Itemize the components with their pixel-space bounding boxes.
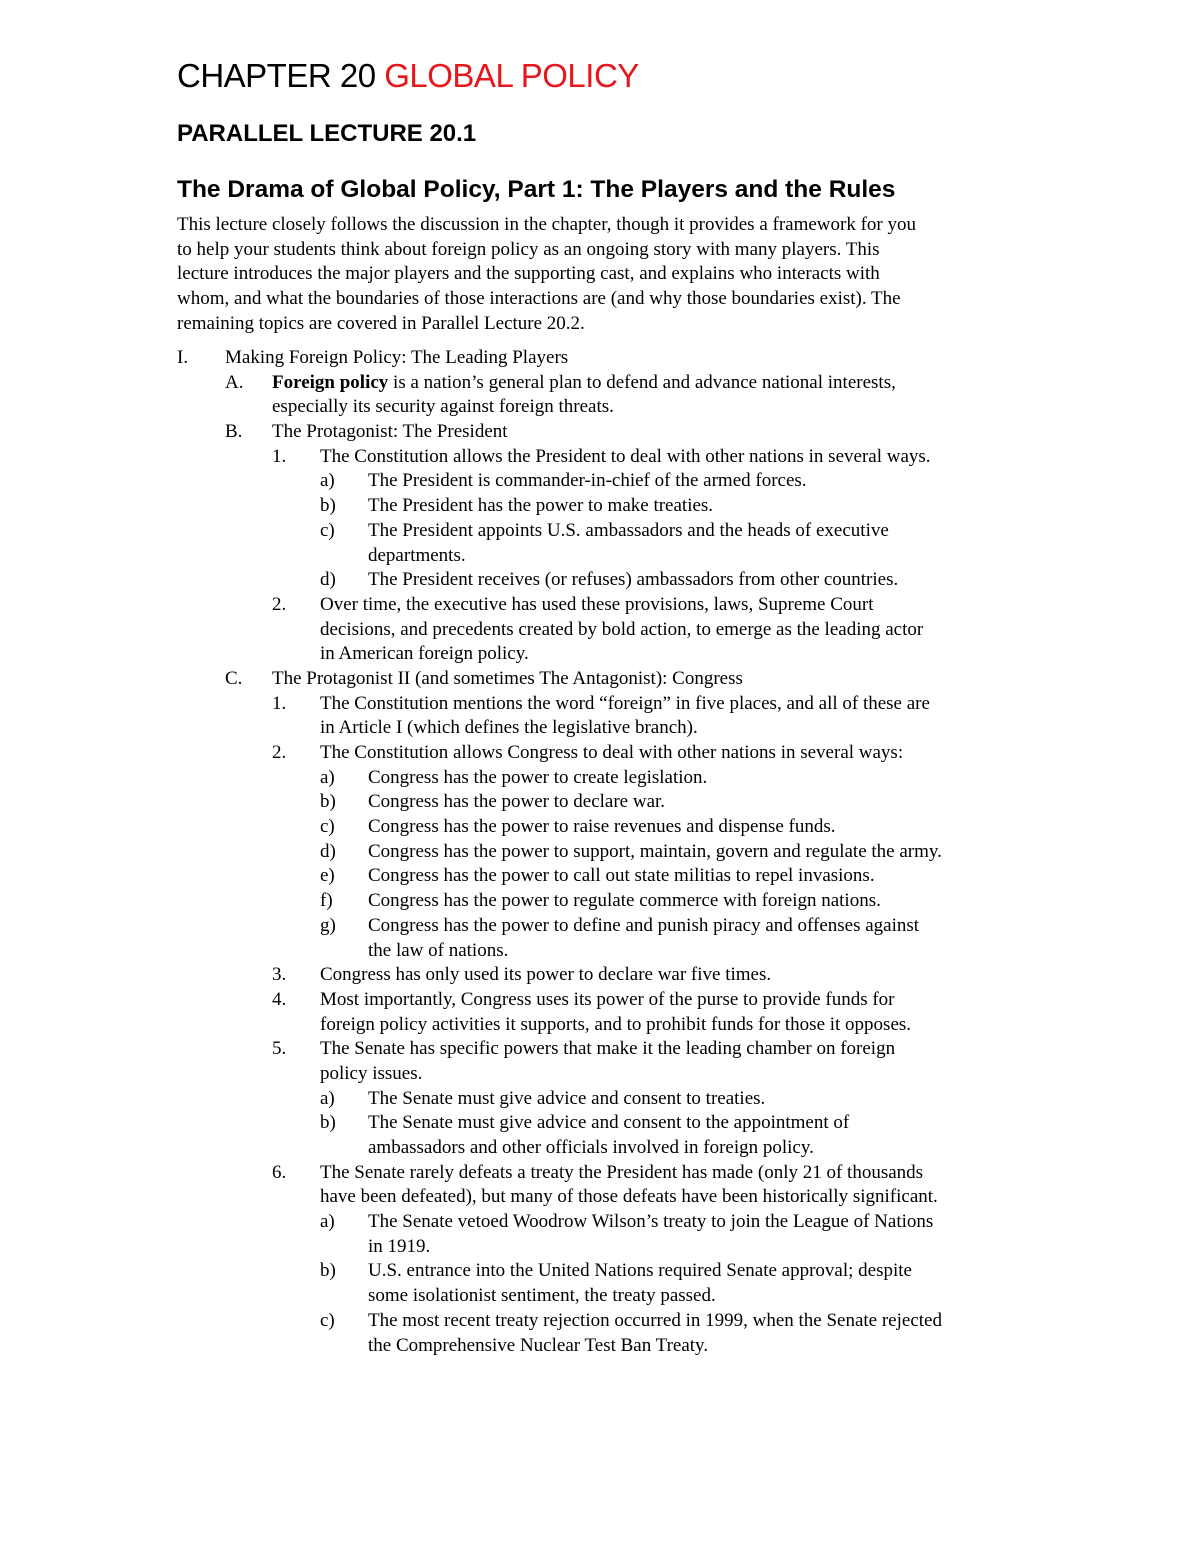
parallel-lecture-label: PARALLEL LECTURE 20.1 bbox=[177, 120, 477, 147]
outline-text bbox=[368, 889, 881, 914]
outline-text-body: Congress has the power to create legislation. bbox=[368, 766, 708, 788]
outline-marker: c) bbox=[320, 816, 335, 838]
outline-item bbox=[0, 1185, 1200, 1210]
outline-marker: 1. bbox=[272, 692, 287, 714]
outline-text-body: the law of nations. bbox=[368, 939, 509, 961]
outline-marker: 6. bbox=[272, 1161, 287, 1183]
outline-item bbox=[0, 445, 1200, 470]
outline-text bbox=[368, 864, 875, 889]
outline-text-body: Congress has the power to define and punish piracy and offenses against bbox=[368, 914, 920, 936]
outline-item bbox=[0, 1235, 1200, 1260]
outline-item bbox=[0, 1284, 1200, 1309]
outline-item bbox=[0, 1161, 1200, 1186]
outline-marker: c) bbox=[320, 1309, 335, 1331]
outline-text bbox=[320, 963, 771, 988]
outline-marker: b) bbox=[320, 1260, 336, 1282]
outline-text bbox=[368, 790, 665, 815]
outline-text bbox=[368, 568, 898, 593]
outline-text bbox=[368, 914, 919, 939]
outline-item bbox=[0, 1334, 1200, 1359]
outline-text-body: in 1919. bbox=[368, 1235, 431, 1257]
outline-text-body: The President has the power to make treaties. bbox=[368, 495, 714, 517]
term-bold: Foreign policy bbox=[272, 371, 389, 393]
outline-text-body: have been defeated), but many of those defeats have been historically significant. bbox=[320, 1186, 938, 1208]
outline-item bbox=[0, 1087, 1200, 1112]
outline-text bbox=[368, 494, 713, 519]
outline-text-body: Congress has the power to declare war. bbox=[368, 791, 666, 813]
outline-item bbox=[0, 568, 1200, 593]
outline-text-body: Congress has the power to regulate commerce with foreign nations. bbox=[368, 890, 881, 912]
outline-marker: a) bbox=[320, 1211, 335, 1233]
outline-marker: 2. bbox=[272, 593, 287, 615]
outline-item bbox=[0, 494, 1200, 519]
outline-text bbox=[320, 741, 903, 766]
outline-text bbox=[368, 1087, 765, 1112]
outline-text bbox=[368, 1111, 849, 1136]
outline-item bbox=[0, 766, 1200, 791]
outline-text bbox=[320, 1185, 938, 1210]
outline-marker: a) bbox=[320, 470, 335, 492]
outline-item bbox=[0, 741, 1200, 766]
outline-text bbox=[320, 593, 874, 618]
outline-text-body: the Comprehensive Nuclear Test Ban Treaty. bbox=[368, 1334, 709, 1356]
outline-text bbox=[368, 1309, 942, 1334]
outline-marker: A. bbox=[225, 371, 244, 393]
outline-text bbox=[272, 420, 508, 445]
outline-marker: f) bbox=[320, 890, 333, 912]
outline-text bbox=[320, 1161, 923, 1186]
intro-line: remaining topics are covered in Parallel Lecture 20.2. bbox=[177, 312, 585, 334]
outline-text bbox=[320, 692, 930, 717]
outline-text bbox=[368, 1334, 708, 1359]
outline-item bbox=[0, 988, 1200, 1013]
outline-text-body: The Senate must give advice and consent to treaties. bbox=[368, 1087, 766, 1109]
lecture-outline bbox=[0, 346, 1200, 1358]
outline-item bbox=[0, 1136, 1200, 1161]
outline-text-body: Most importantly, Congress uses its power of the purse to provide funds for bbox=[320, 988, 895, 1010]
outline-item bbox=[0, 346, 1200, 371]
outline-item bbox=[0, 618, 1200, 643]
outline-text bbox=[320, 1062, 422, 1087]
outline-item bbox=[0, 1210, 1200, 1235]
outline-item bbox=[0, 1111, 1200, 1136]
outline-text bbox=[368, 1259, 912, 1284]
outline-item bbox=[0, 1309, 1200, 1334]
outline-text-body: The President appoints U.S. ambassadors and the heads of executive bbox=[368, 519, 889, 541]
outline-text bbox=[320, 1013, 911, 1038]
outline-item bbox=[0, 1037, 1200, 1062]
outline-item bbox=[0, 790, 1200, 815]
outline-item bbox=[0, 840, 1200, 865]
outline-marker: e) bbox=[320, 865, 335, 887]
outline-marker: I. bbox=[177, 347, 189, 368]
outline-text bbox=[272, 371, 896, 396]
outline-item bbox=[0, 692, 1200, 717]
outline-text-body: The President is commander-in-chief of the armed forces. bbox=[368, 470, 807, 492]
outline-marker: b) bbox=[320, 495, 336, 517]
outline-text bbox=[368, 1235, 430, 1260]
chapter-prefix: CHAPTER 20 bbox=[177, 57, 376, 94]
outline-marker: 2. bbox=[272, 742, 287, 763]
outline-marker: C. bbox=[225, 667, 243, 689]
outline-item bbox=[0, 544, 1200, 569]
outline-item bbox=[0, 939, 1200, 964]
intro-paragraph bbox=[177, 213, 1037, 337]
outline-text bbox=[320, 618, 923, 643]
outline-text-body: The most recent treaty rejection occurred in 1999, when the Senate rejected bbox=[368, 1309, 942, 1331]
intro-line: This lecture closely follows the discussion in the chapter, though it provides a framework for you bbox=[177, 214, 917, 235]
outline-item bbox=[0, 889, 1200, 914]
outline-text-body: Congress has the power to raise revenues and dispense funds. bbox=[368, 816, 836, 838]
outline-text-body: The Constitution allows the President to deal with other nations in several ways. bbox=[320, 445, 931, 467]
outline-text-body: foreign policy activities it supports, and to prohibit funds for those it opposes. bbox=[320, 1013, 912, 1035]
outline-text bbox=[368, 840, 942, 865]
outline-marker: 5. bbox=[272, 1038, 287, 1060]
outline-item bbox=[0, 716, 1200, 741]
outline-marker: B. bbox=[225, 421, 243, 443]
outline-text-body: in Article I (which defines the legislative branch). bbox=[320, 717, 698, 739]
outline-text bbox=[368, 469, 807, 494]
outline-text-body: The Senate rarely defeats a treaty the President has made (only 21 of thousands bbox=[320, 1161, 924, 1183]
outline-marker: b) bbox=[320, 1112, 336, 1134]
outline-item bbox=[0, 1259, 1200, 1284]
outline-text bbox=[320, 642, 529, 667]
outline-marker: g) bbox=[320, 914, 336, 936]
outline-marker: d) bbox=[320, 840, 336, 862]
outline-text-body: Congress has only used its power to declare war five times. bbox=[320, 964, 772, 986]
outline-text-body: Congress has the power to call out state militias to repel invasions. bbox=[368, 865, 875, 887]
chapter-title: GLOBAL POLICY bbox=[384, 57, 639, 94]
outline-text bbox=[368, 766, 707, 791]
outline-text bbox=[272, 667, 743, 692]
lecture-title: The Drama of Global Policy, Part 1: The Players and the Rules bbox=[177, 176, 896, 203]
outline-text bbox=[368, 1210, 933, 1235]
outline-text bbox=[320, 716, 698, 741]
outline-text bbox=[272, 395, 614, 420]
outline-item bbox=[0, 469, 1200, 494]
outline-text-body: departments. bbox=[368, 544, 466, 566]
outline-text bbox=[368, 1136, 814, 1161]
outline-text-body: Congress has the power to support, maintain, govern and regulate the army. bbox=[368, 840, 942, 862]
outline-item bbox=[0, 864, 1200, 889]
outline-text-body: policy issues. bbox=[320, 1062, 423, 1084]
outline-text-body: The Senate has specific powers that make it the leading chamber on foreign bbox=[320, 1038, 896, 1060]
outline-text-body: in American foreign policy. bbox=[320, 643, 529, 665]
outline-text bbox=[225, 346, 568, 371]
outline-item bbox=[0, 667, 1200, 692]
outline-marker: a) bbox=[320, 1087, 335, 1109]
intro-line: whom, and what the boundaries of those interactions are (and why those boundaries exist). The bbox=[177, 288, 901, 310]
outline-text-body: especially its security against foreign threats. bbox=[272, 396, 614, 418]
outline-item bbox=[0, 815, 1200, 840]
outline-marker: b) bbox=[320, 791, 336, 813]
outline-text-body: The Constitution mentions the word “foreign” in five places, and all of these are bbox=[320, 692, 930, 714]
outline-text-body: The President receives (or refuses) ambassadors from other countries. bbox=[368, 569, 899, 591]
outline-text bbox=[320, 445, 931, 470]
outline-text bbox=[368, 544, 466, 569]
outline-text bbox=[368, 1284, 716, 1309]
outline-marker: c) bbox=[320, 519, 335, 541]
outline-item bbox=[0, 1013, 1200, 1038]
outline-text-body: The Constitution allows Congress to deal with other nations in several ways: bbox=[320, 742, 904, 763]
outline-text bbox=[368, 939, 508, 964]
outline-item bbox=[0, 395, 1200, 420]
outline-text bbox=[320, 1037, 895, 1062]
outline-item bbox=[0, 519, 1200, 544]
outline-marker: 4. bbox=[272, 988, 287, 1010]
intro-line: lecture introduces the major players and the supporting cast, and explains who interacts with bbox=[177, 263, 880, 285]
outline-text-body: ambassadors and other officials involved in foreign policy. bbox=[368, 1137, 814, 1158]
outline-text-body: The Senate must give advice and consent to the appointment of bbox=[368, 1112, 850, 1134]
outline-text-body: The Protagonist: The President bbox=[272, 421, 508, 443]
outline-text-body: decisions, and precedents created by bold action, to emerge as the leading actor bbox=[320, 618, 924, 640]
outline-text-body: is a nation’s general plan to defend and advance national interests, bbox=[388, 371, 896, 393]
outline-item bbox=[0, 963, 1200, 988]
chapter-heading bbox=[177, 56, 639, 96]
outline-marker: 3. bbox=[272, 964, 287, 986]
outline-text bbox=[368, 815, 836, 840]
outline-marker: a) bbox=[320, 766, 335, 788]
outline-text-body: The Senate vetoed Woodrow Wilson’s treaty to join the League of Nations bbox=[368, 1211, 934, 1233]
outline-text bbox=[320, 988, 895, 1013]
outline-text-body: some isolationist sentiment, the treaty passed. bbox=[368, 1285, 716, 1307]
outline-item bbox=[0, 642, 1200, 667]
outline-text bbox=[368, 519, 889, 544]
outline-item bbox=[0, 593, 1200, 618]
outline-marker: d) bbox=[320, 569, 336, 591]
intro-line: to help your students think about foreign policy as an ongoing story with many players. This bbox=[177, 238, 880, 260]
outline-item bbox=[0, 420, 1200, 445]
outline-text-body: The Protagonist II (and sometimes The Antagonist): Congress bbox=[272, 667, 743, 689]
outline-text-body: Making Foreign Policy: The Leading Players bbox=[225, 347, 569, 368]
outline-item bbox=[0, 1062, 1200, 1087]
outline-marker: 1. bbox=[272, 445, 287, 467]
outline-text-body: Over time, the executive has used these provisions, laws, Supreme Court bbox=[320, 593, 874, 615]
outline-item bbox=[0, 371, 1200, 396]
outline-text-body: U.S. entrance into the United Nations required Senate approval; despite bbox=[368, 1260, 912, 1282]
outline-item bbox=[0, 914, 1200, 939]
